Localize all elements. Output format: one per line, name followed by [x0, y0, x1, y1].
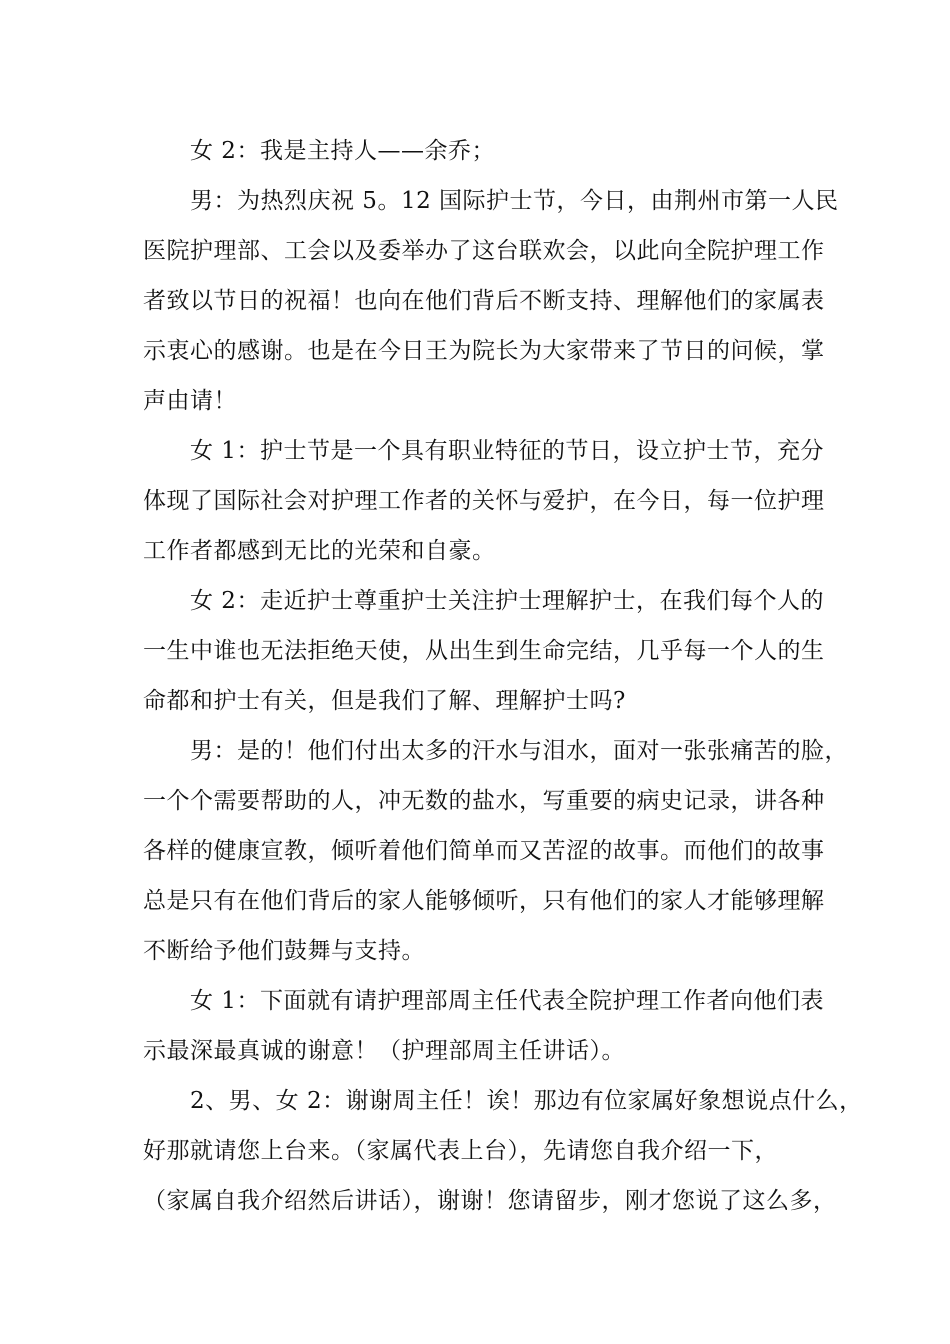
- text-line: 好那就请您上台来。（家属代表上台），先请您自我介绍一下，: [143, 1138, 778, 1164]
- text-line: 2、男、女 2：谢谢周主任！诶！那边有位家属好象想说点什么，: [190, 1088, 863, 1114]
- text-line: 命都和护士有关，但是我们了解、理解护士吗?: [143, 688, 626, 714]
- text-line: 示最深最真诚的谢意！（护理部周主任讲话）。: [143, 1038, 625, 1064]
- text-line: 女 2：我是主持人——余乔；: [190, 138, 495, 164]
- text-line: 男：为热烈庆祝 5。12 国际护士节，今日，由荆州市第一人民: [190, 188, 839, 214]
- text-line: 总是只有在他们背后的家人能够倾听，只有他们的家人才能够理解: [143, 888, 825, 914]
- text-line: 男：是的！他们付出太多的汗水与泪水，面对一张张痛苦的脸，: [190, 738, 848, 764]
- text-line: 工作者都感到无比的光荣和自豪。: [143, 538, 496, 564]
- text-line: 各样的健康宣教，倾听着他们简单而又苦涩的故事。而他们的故事: [143, 838, 825, 864]
- text-line: 女 2：走近护士尊重护士关注护士理解护士，在我们每个人的: [190, 588, 824, 614]
- text-line: 者致以节日的祝福！也向在他们背后不断支持、理解他们的家属表: [143, 288, 825, 314]
- text-line: 女 1：下面就有请护理部周主任代表全院护理工作者向他们表: [190, 988, 824, 1014]
- text-line: 一个个需要帮助的人，冲无数的盐水，写重要的病史记录，讲各种: [143, 788, 825, 814]
- text-line: 医院护理部、工会以及委举办了这台联欢会，以此向全院护理工作: [143, 238, 825, 264]
- text-line: 体现了国际社会对护理工作者的关怀与爱护，在今日，每一位护理: [143, 488, 825, 514]
- text-line: 声由请！: [143, 388, 237, 414]
- text-line: （家属自我介绍然后讲话），谢谢！您请留步，刚才您说了这么多，: [143, 1188, 837, 1214]
- text-line: 示衷心的感谢。也是在今日王为院长为大家带来了节日的问候，掌: [143, 338, 825, 364]
- text-line: 女 1：护士节是一个具有职业特征的节日，设立护士节，充分: [190, 438, 824, 464]
- text-line: 一生中谁也无法拒绝天使，从出生到生命完结，几乎每一个人的生: [143, 638, 825, 664]
- text-line: 不断给予他们鼓舞与支持。: [143, 938, 425, 964]
